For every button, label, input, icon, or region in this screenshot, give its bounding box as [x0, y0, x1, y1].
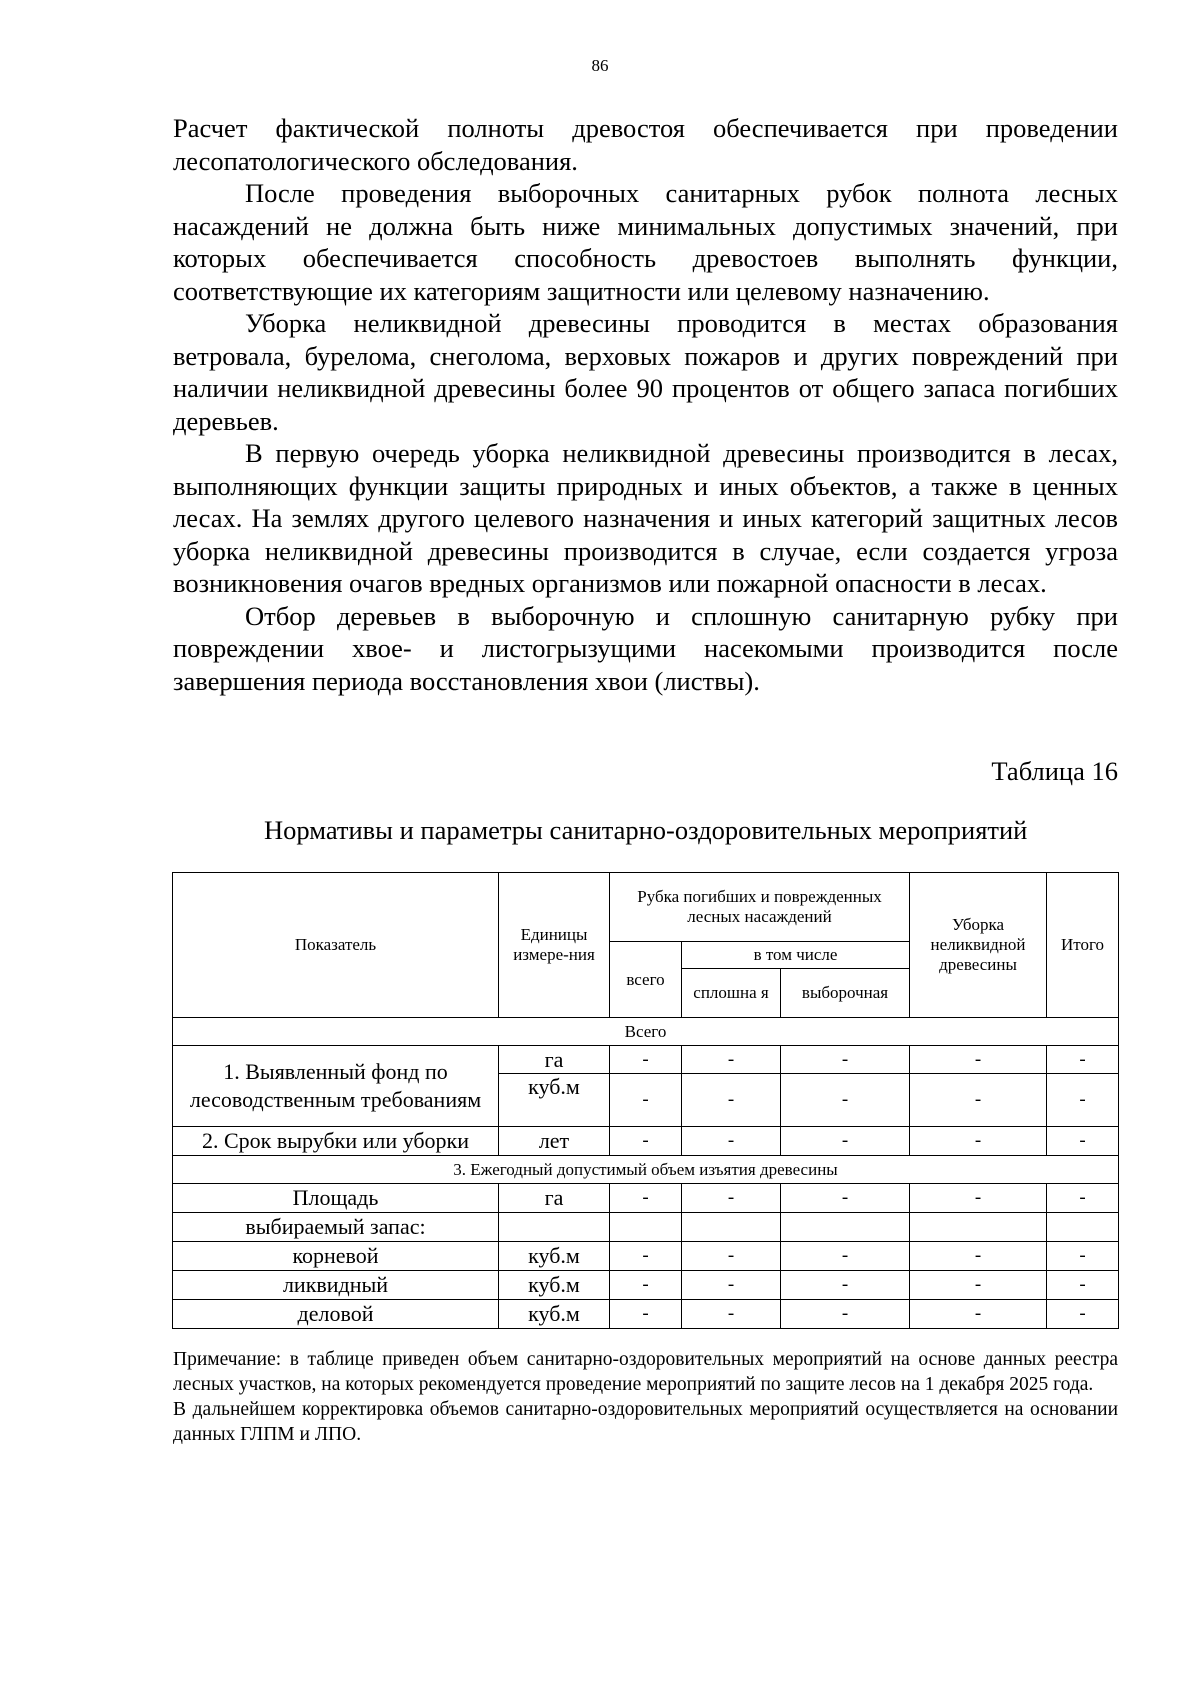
cell-value: -	[1047, 1127, 1119, 1156]
cell-value: -	[910, 1046, 1047, 1074]
note-paragraph: Примечание: в таблице приведен объем санитарно-оздоровительных мероприятий на основе данных реестра лесных участков, на которых рекомендуется проведение мероприятий по защите лесов на 1 декабря 2025 года.	[173, 1349, 1118, 1395]
cell-value	[781, 1213, 910, 1242]
paragraph: Уборка неликвидной древесины проводится в местах образования ветровала, бурелома, снеголома, верховых пожаров и других повреждений при наличии неликвидной древесины более 90 процентов от общего запаса погибших деревьев.	[173, 308, 1118, 436]
table-note	[173, 1347, 1118, 1447]
cell-value	[682, 1213, 781, 1242]
table-row	[173, 1242, 1119, 1271]
cell-value: -	[910, 1127, 1047, 1156]
row-units: куб.м	[499, 1074, 610, 1127]
cell-value: -	[910, 1074, 1047, 1127]
paragraph: В первую очередь уборка неликвидной древесины производится в лесах, выполняющих функции защиты природных и иных объектов, а также в ценных лесах. На землях другого целевого назначения и иных категорий защитных лесов уборка неликвидной древесины производится в случае, если создается угроза возникновения очагов вредных организмов или пожарной опасности в лесах.	[173, 438, 1118, 598]
table-title: Нормативы и параметры санитарно-оздоровительных мероприятий	[264, 815, 1028, 845]
cell-value: -	[781, 1127, 910, 1156]
cell-value: -	[682, 1184, 781, 1213]
page-number: 86	[591, 56, 609, 75]
cell-value: -	[910, 1300, 1047, 1329]
row-label: корневой	[173, 1242, 499, 1271]
cell-value: -	[910, 1271, 1047, 1300]
cell-value: -	[781, 1184, 910, 1213]
row-label: ликвидный	[173, 1271, 499, 1300]
cell-value: -	[1047, 1300, 1119, 1329]
cell-value: -	[1047, 1242, 1119, 1271]
cell-value: -	[781, 1271, 910, 1300]
cell-value: -	[781, 1300, 910, 1329]
table-label: Таблица 16	[991, 756, 1118, 786]
paragraph: Расчет фактической полноты древостоя обеспечивается при проведении лесопатологического обследования.	[173, 113, 1118, 176]
cell-value: -	[781, 1242, 910, 1271]
cell-value: -	[682, 1046, 781, 1074]
table-row	[173, 1300, 1119, 1329]
row-units	[499, 1213, 610, 1242]
header-indicator: Показатель	[173, 873, 499, 1018]
cell-value: -	[682, 1300, 781, 1329]
row-units: га	[499, 1184, 610, 1213]
cell-value: -	[610, 1074, 682, 1127]
table-row	[173, 1213, 1119, 1242]
cell-value: -	[610, 1242, 682, 1271]
row-label: выбираемый запас:	[173, 1213, 499, 1242]
row-label: деловой	[173, 1300, 499, 1329]
row-units: лет	[499, 1127, 610, 1156]
paragraph: После проведения выборочных санитарных рубок полнота лесных насаждений не должна быть ниже минимальных допустимых значений, при которых обеспечивается способность древостоев выполнять функции, соответствующие их категориям защитности или целевому назначению.	[173, 178, 1118, 306]
cell-value: -	[1047, 1046, 1119, 1074]
cell-value: -	[1047, 1074, 1119, 1127]
table-header-row	[173, 873, 1119, 942]
norms-table	[172, 872, 1119, 1329]
cell-value: -	[682, 1271, 781, 1300]
cell-value: -	[910, 1242, 1047, 1271]
row-label: Площадь	[173, 1184, 499, 1213]
header-clear: сплошна я	[682, 969, 781, 1018]
cell-value: -	[910, 1184, 1047, 1213]
note-paragraph: В дальнейшем корректировка объемов санитарно-оздоровительных мероприятий осуществляется на основании данных ГЛПМ и ЛПО.	[173, 1399, 1118, 1445]
section-annual-volume: 3. Ежегодный допустимый объем изъятия древесины	[173, 1156, 1119, 1184]
cell-value: -	[610, 1127, 682, 1156]
row-units: куб.м	[499, 1242, 610, 1271]
row-units: куб.м	[499, 1300, 610, 1329]
cell-value: -	[610, 1046, 682, 1074]
cell-value: -	[682, 1127, 781, 1156]
row-label: 1. Выявленный фонд по лесоводственным требованиям	[173, 1046, 499, 1127]
row-units: га	[499, 1046, 610, 1074]
header-felling: Рубка погибших и поврежденных лесных насаждений	[610, 873, 910, 942]
cell-value: -	[682, 1074, 781, 1127]
table-row	[173, 1271, 1119, 1300]
row-label: 2. Срок вырубки или уборки	[173, 1127, 499, 1156]
header-cleanup: Уборка неликвидной древесины	[910, 873, 1047, 1018]
table-row	[173, 1127, 1119, 1156]
table-section-row	[173, 1018, 1119, 1046]
header-total-felling: всего	[610, 942, 682, 1018]
header-total: Итого	[1047, 873, 1119, 1018]
cell-value: -	[781, 1074, 910, 1127]
cell-value: -	[682, 1242, 781, 1271]
cell-value: -	[610, 1184, 682, 1213]
paragraph: Отбор деревьев в выборочную и сплошную санитарную рубку при повреждении хвое- и листогрызущими насекомыми производится после завершения периода восстановления хвои (листвы).	[173, 600, 1118, 696]
table-row	[173, 1184, 1119, 1213]
cell-value: -	[610, 1271, 682, 1300]
body-text	[173, 112, 1118, 697]
header-selective: выборочная	[781, 969, 910, 1018]
cell-value	[610, 1213, 682, 1242]
section-all: Всего	[173, 1018, 1119, 1046]
cell-value: -	[781, 1046, 910, 1074]
header-units: Единицы измере-ния	[499, 873, 610, 1018]
table-row	[173, 1046, 1119, 1074]
cell-value: -	[610, 1300, 682, 1329]
header-including: в том числе	[682, 942, 910, 969]
cell-value: -	[1047, 1271, 1119, 1300]
table-section-row	[173, 1156, 1119, 1184]
cell-value: -	[1047, 1184, 1119, 1213]
cell-value	[1047, 1213, 1119, 1242]
row-units: куб.м	[499, 1271, 610, 1300]
cell-value	[910, 1213, 1047, 1242]
